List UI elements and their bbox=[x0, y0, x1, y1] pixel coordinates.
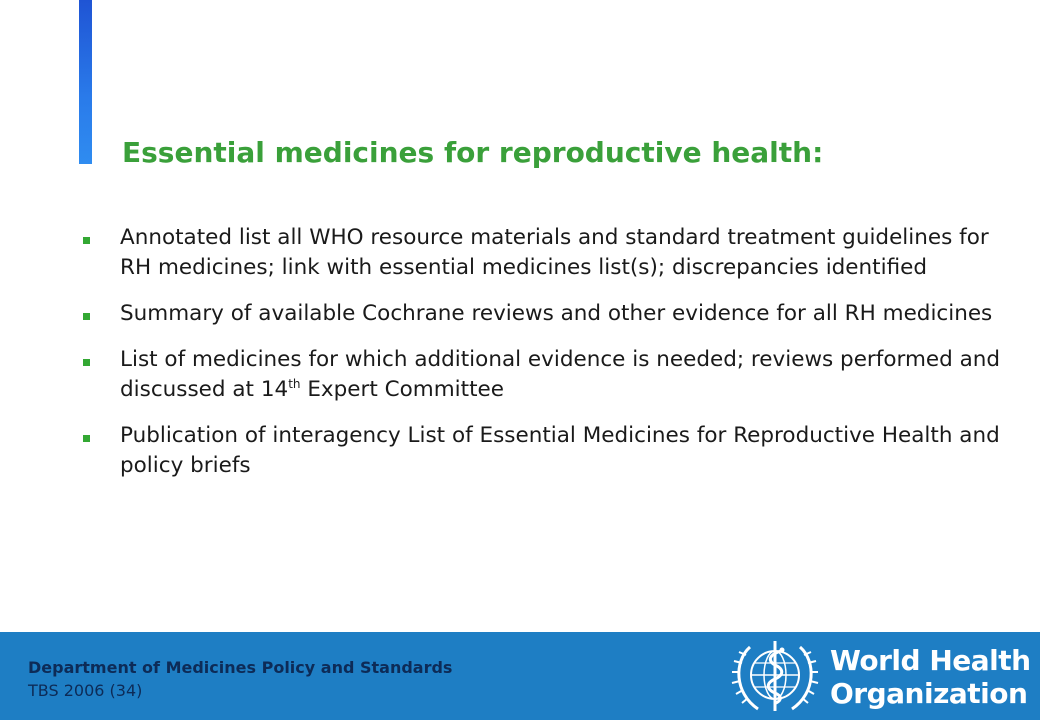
slide-title: Essential medicines for reproductive health: bbox=[122, 136, 824, 169]
who-wordmark bbox=[830, 644, 1031, 710]
who-emblem-icon bbox=[728, 635, 822, 717]
bullet-item bbox=[80, 223, 1015, 283]
bullet-item bbox=[80, 299, 1015, 329]
bullet-item bbox=[80, 421, 1015, 481]
bullet-square-icon bbox=[83, 435, 90, 442]
bullet-square-icon bbox=[83, 313, 90, 320]
bullet-text bbox=[120, 347, 1000, 402]
who-wordmark-line2: Organization bbox=[830, 677, 1028, 710]
bullet-text: Publication of interagency List of Essential Medicines for Reproductive Health and policy briefs bbox=[120, 423, 1000, 478]
who-wordmark-line1: World Health bbox=[830, 644, 1031, 677]
footer-code: TBS 2006 (34) bbox=[28, 681, 143, 700]
ordinal-superscript: th bbox=[288, 376, 301, 391]
footer-bar bbox=[0, 632, 1040, 720]
footer-department: Department of Medicines Policy and Standards bbox=[28, 658, 453, 677]
bullet-item bbox=[80, 345, 1015, 405]
bullet-text: Annotated list all WHO resource materials and standard treatment guidelines for RH medicines; link with essential medicines list(s); discrepancies identified bbox=[120, 225, 989, 280]
bullet-text-end: Expert Committee bbox=[300, 377, 504, 402]
bullet-list bbox=[80, 223, 1015, 497]
bullet-text: Summary of available Cochrane reviews and other evidence for all RH medicines bbox=[120, 301, 993, 326]
bullet-text-start: List of medicines for which additional evidence is needed; reviews performed and discussed at 14 bbox=[120, 347, 1001, 402]
bullet-square-icon bbox=[83, 359, 90, 366]
accent-bar bbox=[79, 0, 92, 164]
bullet-square-icon bbox=[83, 237, 90, 244]
